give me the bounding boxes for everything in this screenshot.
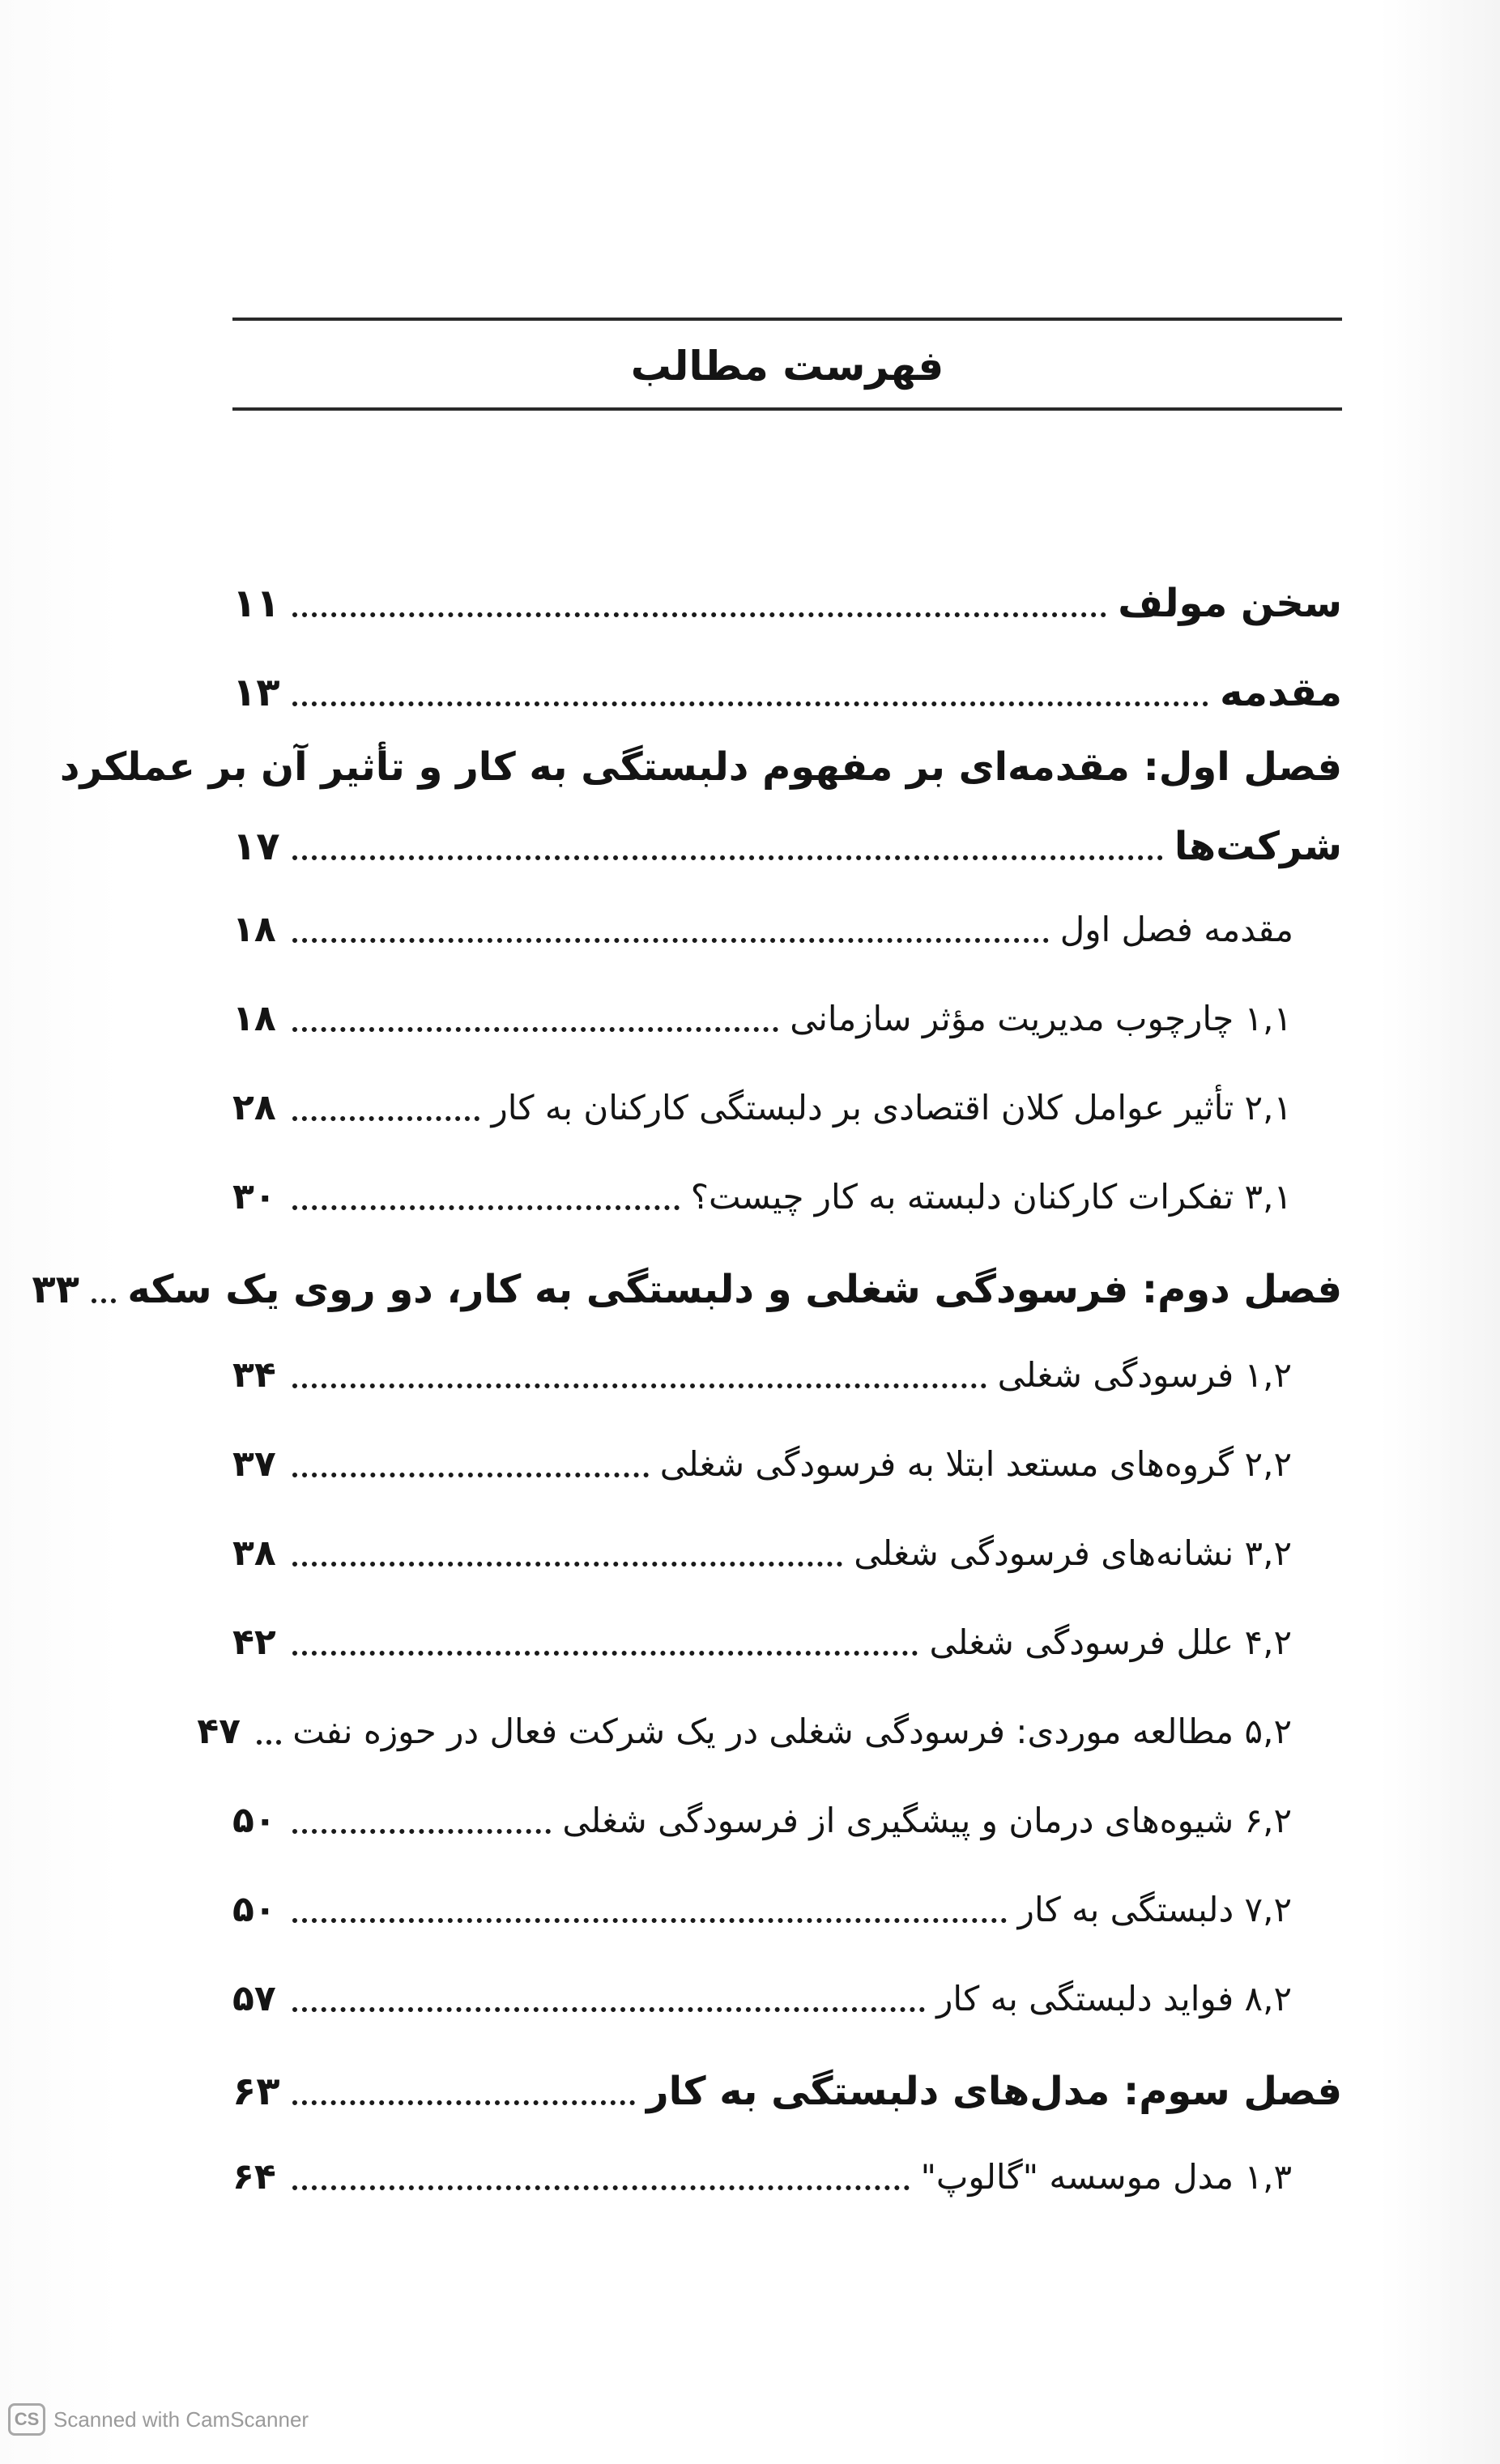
dot-leader: [292, 1383, 987, 1388]
toc-entry-title: مقدمه فصل اول: [1059, 909, 1293, 949]
dot-leader: [292, 1651, 918, 1656]
toc-entry-2-5: [197, 1695, 1342, 1767]
toc-entry-title: ۱,۳ مدل موسسه "گالوپ": [920, 2156, 1292, 2197]
toc-entry-author-note: [232, 567, 1342, 640]
toc-entry-title: ۷,۲ دلبستگی به کار: [1017, 1889, 1292, 1929]
dot-leader: [292, 1027, 778, 1032]
toc-entry-page: ۶۳: [232, 2069, 280, 2114]
toc-entry-page: ۵۷: [232, 1977, 276, 2019]
title-top-rule: [232, 318, 1342, 321]
dot-leader: [292, 2185, 910, 2190]
toc-entry-2-3: [232, 1516, 1342, 1589]
toc-entry-2-7: [232, 1873, 1342, 1946]
toc-entry-introduction: [232, 656, 1342, 729]
dot-leader: [292, 2100, 635, 2105]
toc-entry-chapter-3: [232, 2055, 1342, 2128]
toc-entry-1-2: [232, 1071, 1342, 1144]
toc-entry-title: ۱,۱ چارچوب مدیریت مؤثر سازمانی: [790, 998, 1292, 1038]
toc-entry-page: ۱۷: [232, 824, 280, 869]
toc-entry-title: شرکت‌ها: [1174, 824, 1342, 869]
dot-leader: [292, 1918, 1007, 1923]
dot-leader: [292, 701, 1208, 706]
dot-leader: [292, 855, 1163, 860]
dot-leader: [292, 2007, 925, 2012]
toc-chapter-1-title-line1: فصل اول: مقدمه‌ای بر مفهوم دلبستگی به کار و تأثیر آن بر عملکرد: [59, 744, 1342, 790]
toc-entry-page: ۱۳: [232, 670, 280, 715]
toc-entry-title: ۲,۲ گروه‌های مستعد ابتلا به فرسودگی شغلی: [659, 1443, 1292, 1484]
toc-entry-page: ۱۸: [232, 908, 276, 950]
camscanner-logo-icon: CS: [8, 2403, 45, 2436]
dot-leader: [292, 1473, 649, 1477]
toc-entry-title: ۸,۲ فواید دلبستگی به کار: [936, 1978, 1292, 2019]
toc-entry-title: ۵,۲ مطالعه موردی: فرسودگی شغلی در یک شرکت فعال در حوزه نفت: [292, 1711, 1292, 1751]
toc-entry-title: ۱,۲ فرسودگی شغلی: [997, 1354, 1292, 1395]
dot-leader: [257, 1740, 281, 1745]
toc-entry-title: فصل سوم: مدل‌های دلبستگی به کار: [646, 2069, 1342, 2114]
toc-entry-page: ۱۸: [232, 997, 276, 1039]
toc-entry-3-1: [232, 2140, 1342, 2213]
toc-entry-1-1: [232, 982, 1342, 1055]
dot-leader: [292, 1116, 479, 1121]
toc-entry-chapter-1-intro: [232, 893, 1342, 966]
title-bottom-rule: [232, 407, 1342, 411]
dot-leader: [292, 1829, 551, 1834]
toc-title: فهرست مطالب: [630, 343, 944, 390]
dot-leader: [292, 1562, 842, 1567]
toc-entry-2-4: [232, 1605, 1342, 1678]
toc-entry-title: فصل دوم: فرسودگی شغلی و دلبستگی به کار، دو روی یک سکه: [127, 1267, 1342, 1312]
dot-leader: [292, 938, 1049, 943]
toc-entry-title: سخن مولف: [1118, 581, 1342, 626]
toc-entry-page: ۳۸: [232, 1532, 276, 1574]
toc-entry-title: مقدمه: [1220, 670, 1342, 715]
toc-entry-page: ۳۰: [232, 1175, 276, 1217]
toc-entry-chapter-1: [232, 810, 1342, 883]
watermark-text: Scanned with CamScanner: [53, 2406, 309, 2432]
toc-entry-2-6: [232, 1784, 1342, 1857]
toc-entry-page: ۴۲: [232, 1621, 276, 1663]
toc-entry-page: ۵۰: [232, 1888, 276, 1930]
toc-entry-page: ۶۴: [232, 2155, 276, 2198]
toc-entry-page: ۵۰: [232, 1799, 276, 1841]
dot-leader: [92, 1298, 116, 1303]
dot-leader: [292, 612, 1106, 617]
toc-entry-page: ۳۳: [32, 1267, 79, 1312]
toc-entry-page: ۴۷: [197, 1710, 241, 1752]
toc-entry-title: ۳,۲ نشانه‌های فرسودگی شغلی: [854, 1533, 1292, 1573]
toc-entry-title: ۲,۱ تأثیر عوامل کلان اقتصادی بر دلبستگی کارکنان به کار: [491, 1087, 1292, 1128]
toc-entry-title: ۳,۱ تفکرات کارکنان دلبسته به کار چیست؟: [690, 1176, 1292, 1217]
toc-entry-title: ۴,۲ علل فرسودگی شغلی: [929, 1622, 1292, 1662]
camscanner-watermark: [8, 2399, 309, 2440]
toc-entry-2-1: [232, 1338, 1342, 1411]
toc-entry-2-8: [232, 1962, 1342, 2035]
toc-entry-1-3: [232, 1160, 1342, 1233]
toc-entry-page: ۱۱: [232, 581, 280, 626]
toc-entry-page: ۲۸: [232, 1086, 276, 1128]
toc-entry-2-2: [232, 1427, 1342, 1500]
toc-entry-page: ۳۴: [232, 1353, 276, 1396]
toc-entry-chapter-2: [32, 1253, 1342, 1326]
toc-entry-page: ۳۷: [232, 1443, 276, 1485]
toc-entry-title: ۶,۲ شیوه‌های درمان و پیشگیری از فرسودگی شغلی: [562, 1800, 1292, 1840]
dot-leader: [292, 1205, 680, 1210]
